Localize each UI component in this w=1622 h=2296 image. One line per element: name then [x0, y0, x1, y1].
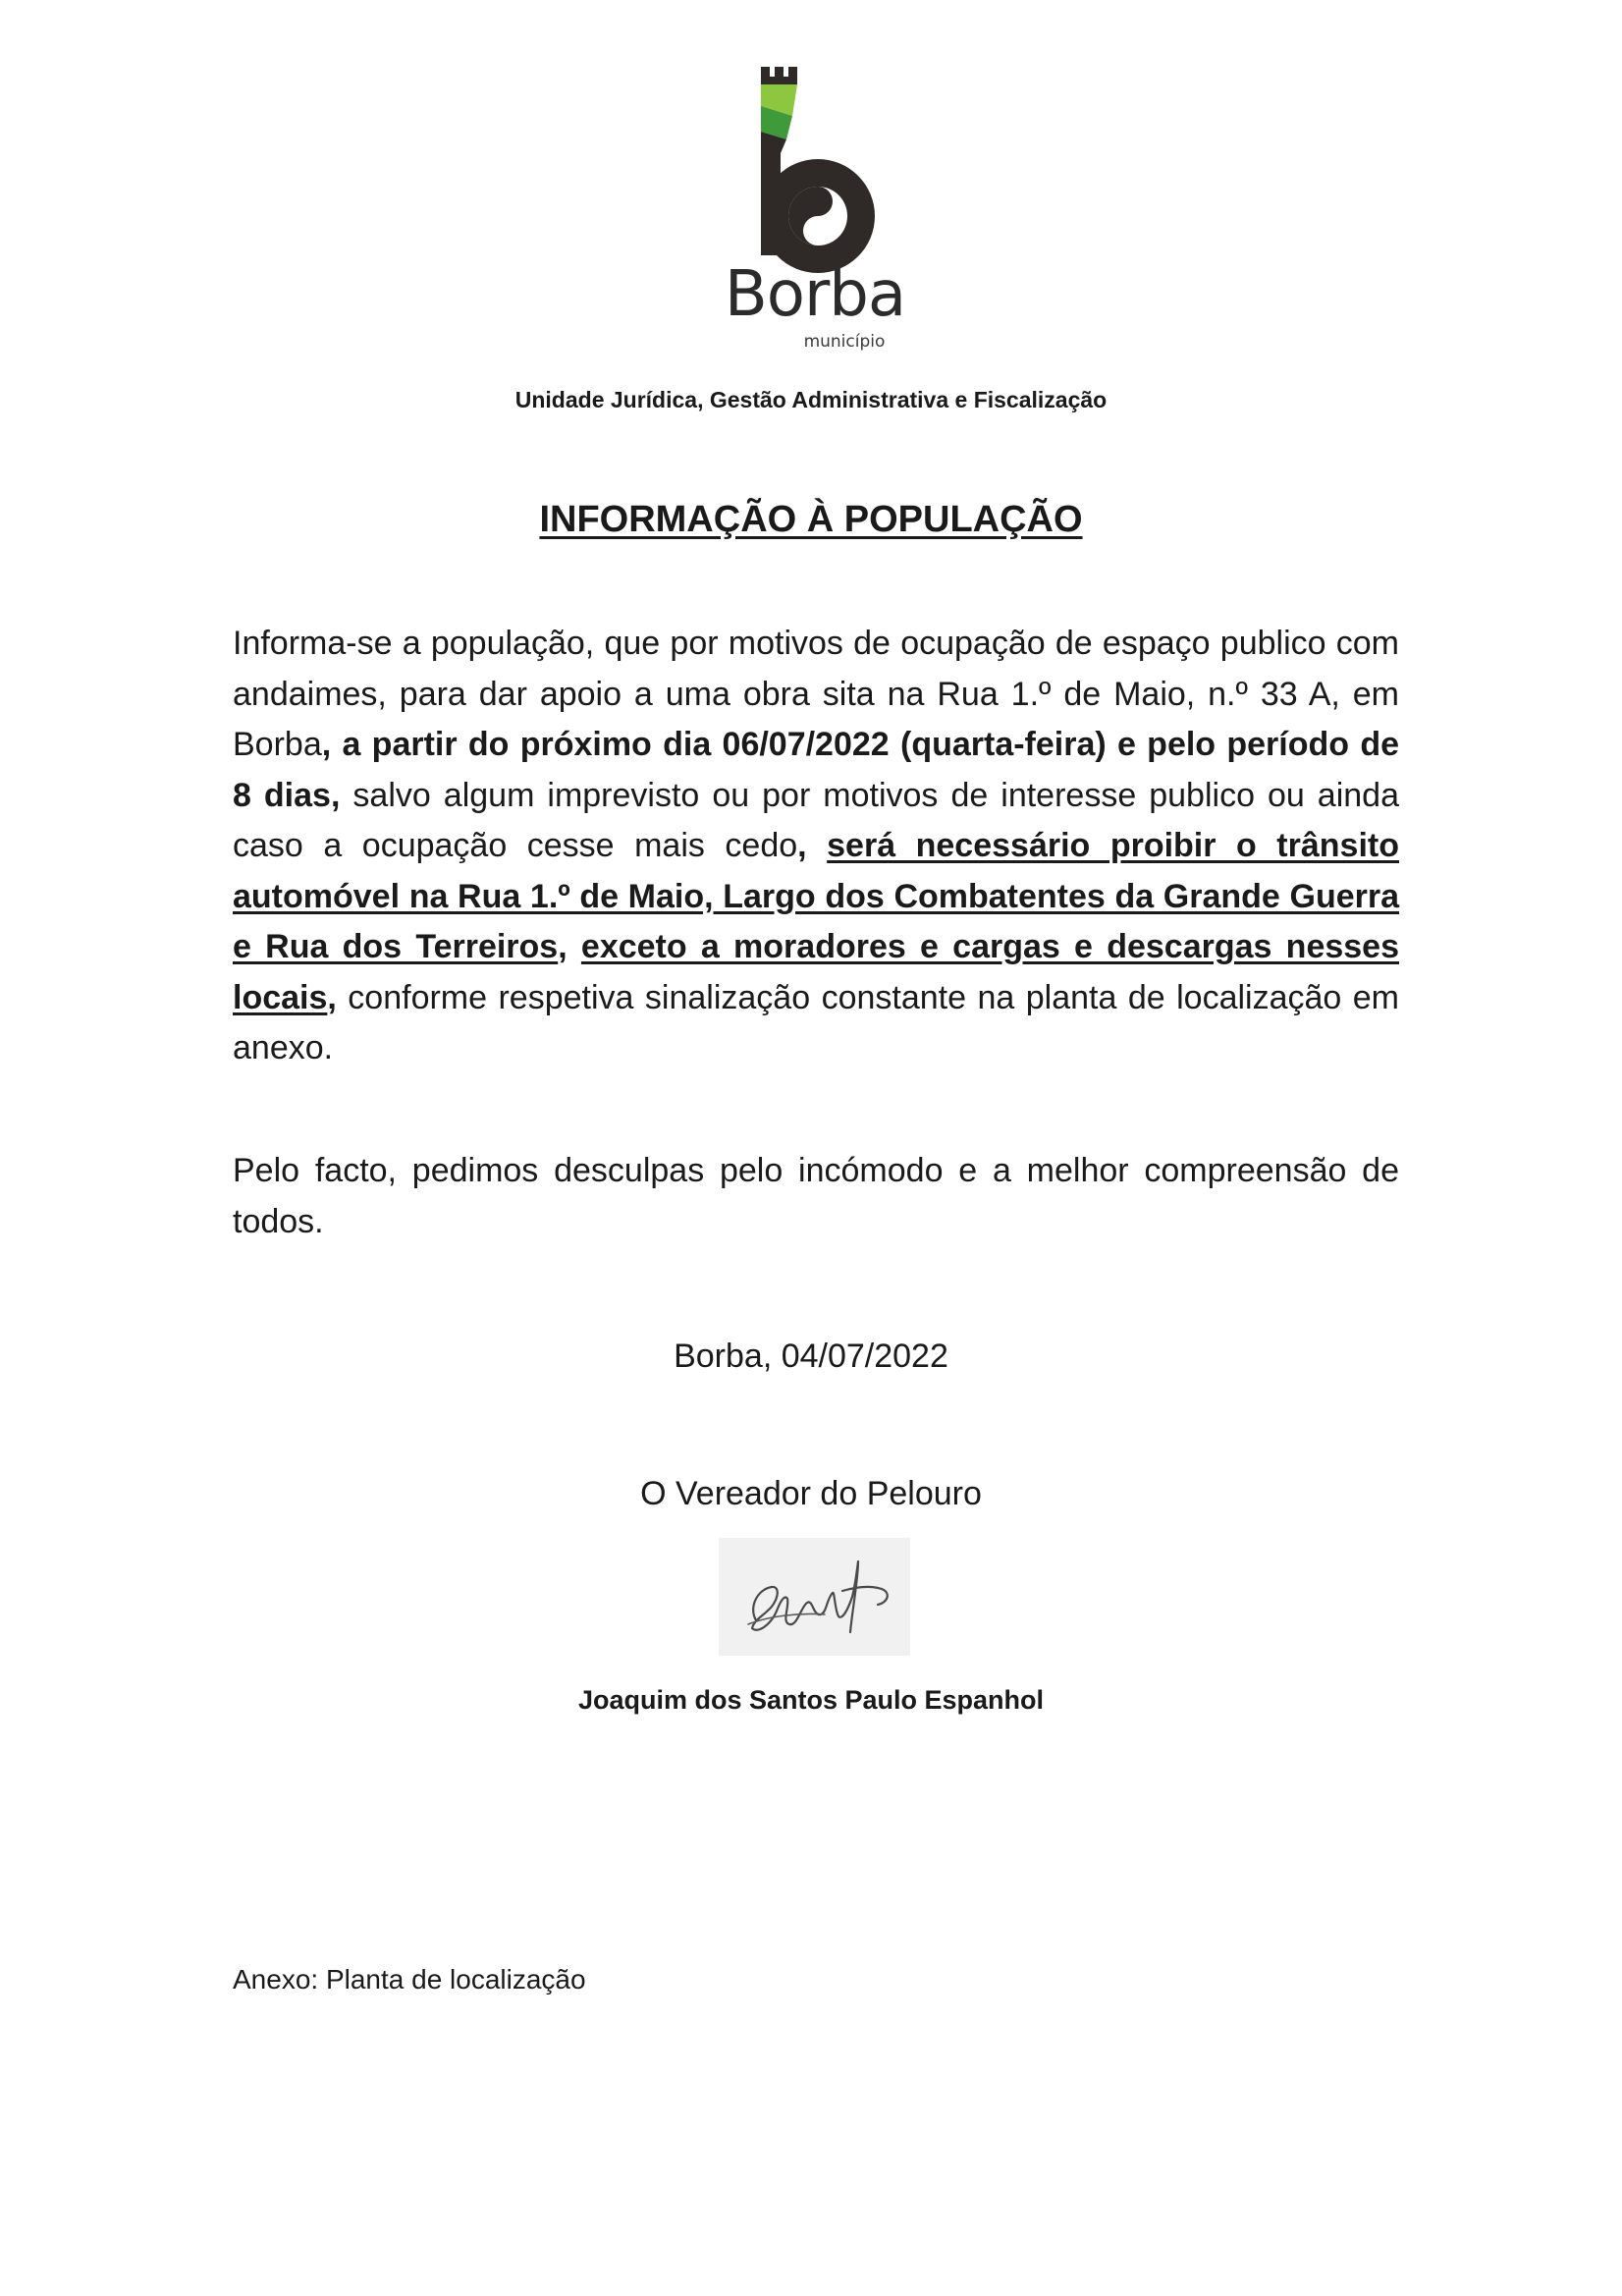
- logo-subtitle: município: [803, 332, 886, 352]
- annex-note: Anexo: Planta de localização: [233, 1964, 586, 1995]
- paragraph-traffic-ban: será necessário proibir o trânsito automóvel na Rua 1.º de Maio, Largo dos Combatentes da Grande Guerra e Rua dos Terreiros: [233, 827, 1399, 965]
- department-name: Unidade Jurídica, Gestão Administrativa e Fiscalização: [514, 387, 1108, 412]
- signatory-role: O Vereador do Pelouro: [640, 1475, 982, 1512]
- logo-wordmark: Borba: [724, 258, 906, 331]
- signer-name: Joaquim dos Santos Paulo Espanhol: [577, 1685, 1045, 1715]
- paragraph-punctuation: ,: [327, 978, 337, 1016]
- handwritten-signature: [719, 1538, 910, 1656]
- document-title: INFORMAÇÃO À POPULAÇÃO: [539, 499, 1083, 540]
- paragraph-text: salvo algum imprevisto ou por motivos de interesse publico ou ainda caso a ocupação cesse mais cedo: [233, 776, 1399, 864]
- paragraph-text: Informa-se a população, que por motivos de ocupação de espaço publico com andaimes, para dar apoio a uma obra sita na Rua 1.º de Maio, n.º 33 A, em Borba: [233, 625, 1399, 763]
- paragraph-bold-dates: , a partir do próximo dia 06/07/2022 (quarta-feira) e pelo período de 8 dias,: [233, 726, 1399, 814]
- paragraph-exception: exceto a moradores e cargas e descargas nesses locais: [233, 928, 1400, 1016]
- paragraph-punctuation: ,: [558, 928, 581, 965]
- place-date: Borba, 04/07/2022: [674, 1338, 948, 1375]
- apology-paragraph: Pelo facto, pedimos desculpas pelo incómodo e a melhor compreensão de todos.: [233, 1152, 1399, 1240]
- paragraph-punctuation: ,: [797, 827, 828, 864]
- paragraph-text: conforme respetiva sinalização constante na planta de localização em anexo.: [233, 978, 1399, 1066]
- main-paragraph: [233, 619, 1399, 1074]
